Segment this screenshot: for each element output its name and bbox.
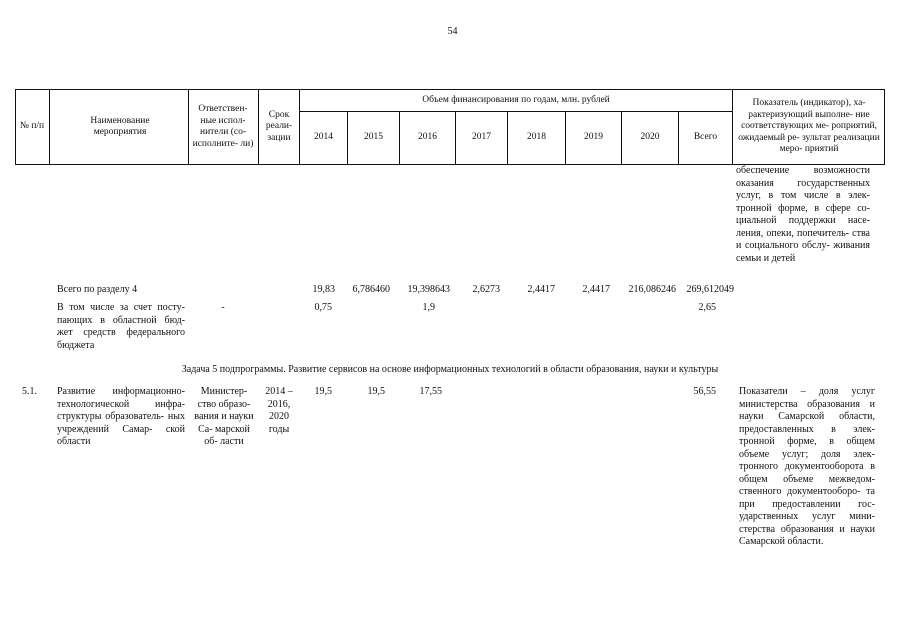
header-total: Всего bbox=[693, 132, 718, 143]
header-num: № п/п bbox=[19, 121, 45, 132]
header-year-2019: 2019 bbox=[584, 132, 603, 143]
federal-responsible: - bbox=[221, 302, 225, 313]
header-year-2015: 2015 bbox=[364, 132, 383, 143]
total-2014: 19,83 bbox=[312, 284, 335, 295]
header-indicator: Показатель (индикатор), ха- рактеризующий выполне- ние соответствующих ме- роприятий, ожидаемый ре- зультат реализации меро- приятий bbox=[738, 98, 880, 155]
task-heading: Задача 5 подпрограммы. Развитие сервисов на основе информационных технологий в области образования, науки и культуры bbox=[181, 364, 719, 375]
col-line bbox=[732, 89, 733, 165]
total-2017: 2,6273 bbox=[472, 284, 500, 295]
col-line bbox=[15, 89, 16, 165]
total-all: 269,612049 bbox=[686, 284, 734, 295]
total-2018: 2,4417 bbox=[527, 284, 555, 295]
item-term: 2014 – 2016, 2020 годы bbox=[265, 386, 293, 435]
col-line bbox=[188, 89, 189, 165]
federal-total: 2,65 bbox=[698, 302, 716, 313]
item-total: 56,55 bbox=[693, 386, 716, 397]
header-year-2020: 2020 bbox=[640, 132, 660, 143]
header-name: Наименование мероприятия bbox=[90, 115, 150, 137]
header-responsible: Ответствен- ные испол- нители (со- исполните- ли) bbox=[192, 104, 254, 149]
page-number: 54 bbox=[447, 26, 458, 37]
col-line bbox=[884, 89, 885, 165]
item-2015: 19,5 bbox=[367, 386, 385, 397]
header-term: Срок реали- зации bbox=[265, 109, 293, 143]
col-line bbox=[258, 89, 259, 165]
item-indicator: Показатели – доля услуг министерства образования и науки Самарской области, предоставленных в элек- тронной форме, в общем объеме услуг; доля элек- тронного документооборота в общем объеме межведом- ственного документооборо- та при предоставлении гос- ударственных услуг мини- стерства образования и науки Самарской области. bbox=[739, 386, 875, 547]
federal-2016: 1,9 bbox=[422, 302, 435, 313]
item-number: 5.1. bbox=[22, 386, 37, 397]
total-2015: 6,786460 bbox=[352, 284, 390, 295]
header-year-2017: 2017 bbox=[472, 132, 491, 143]
header-year-2016: 2016 bbox=[418, 132, 437, 143]
total-2016: 19,398643 bbox=[407, 284, 450, 295]
item-name: Развитие информационно- технологической инфра- структуры образователь- ных учреждений Самар- ской области bbox=[57, 386, 185, 447]
total-2019: 2,4417 bbox=[582, 284, 610, 295]
total-2020: 216,086246 bbox=[628, 284, 676, 295]
federal-2014: 0,75 bbox=[314, 302, 332, 313]
item-responsible: Министер- ство образо- вания и науки Са- марской об- ласти bbox=[194, 386, 254, 447]
header-funding: Объем финансирования по годам, млн. рублей bbox=[422, 94, 610, 105]
continued-indicator: обеспечение возможности оказания государственных услуг, в том числе в элек- тронной форме, в сфере со- циальной поддержки насе- ления, опеки, попечитель- ства и социального обслу- живания семьи и детей bbox=[736, 165, 870, 264]
total-label: Всего по разделу 4 bbox=[57, 284, 138, 295]
item-2016: 17,55 bbox=[419, 386, 442, 397]
col-line bbox=[49, 89, 50, 165]
header-year-2018: 2018 bbox=[527, 132, 546, 143]
federal-label: В том числе за счет посту- пающих в областной бюд- жет средств федерального бюджета bbox=[57, 302, 185, 351]
header-year-2014: 2014 bbox=[314, 132, 333, 143]
item-2014: 19,5 bbox=[314, 386, 332, 397]
